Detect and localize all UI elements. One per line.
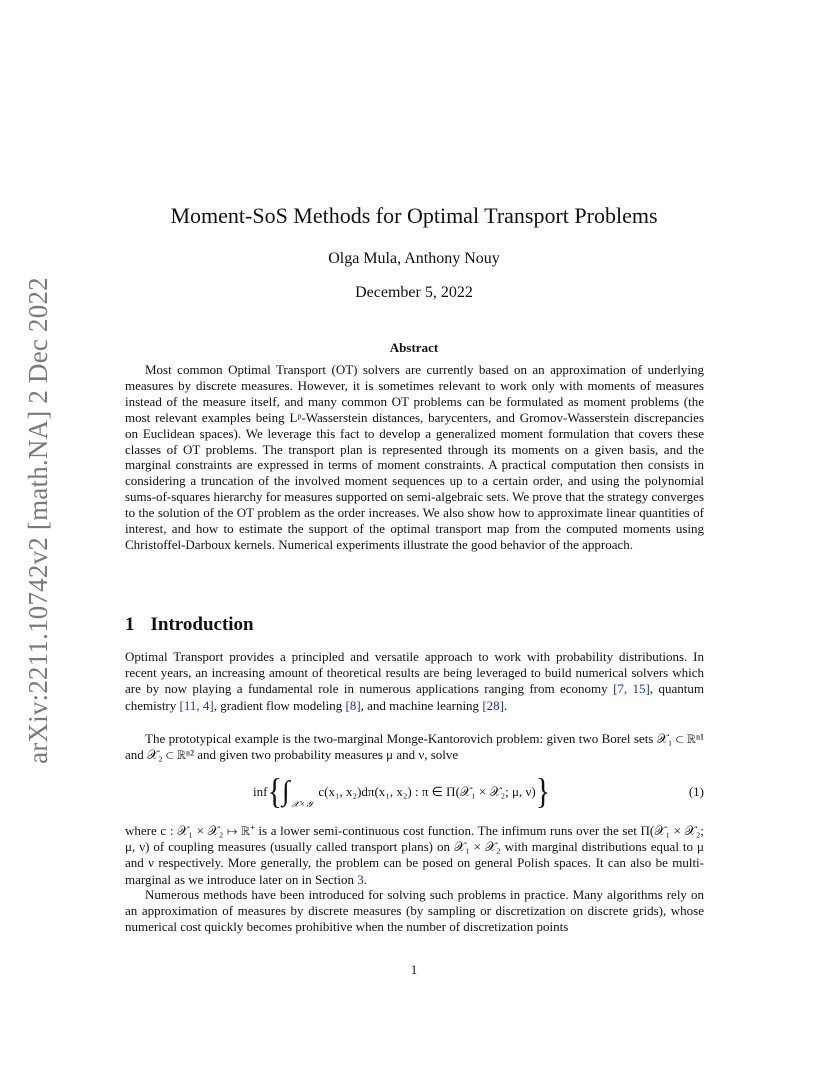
intro-paragraph-3: [125, 823, 704, 888]
citation-link[interactable]: [28]: [482, 697, 504, 713]
p1-text-b: , quantum chemistry: [125, 681, 704, 713]
page-number: 1: [410, 962, 418, 977]
citation-link[interactable]: [11, 4]: [179, 697, 214, 713]
section-number: 1: [125, 614, 135, 635]
p1-text-c: , gradient flow modeling: [213, 697, 346, 713]
equation-number: (1): [688, 784, 704, 799]
paper-title: Moment-SoS Methods for Optimal Transport Problems: [170, 203, 658, 228]
p1-text-d: , and machine learning: [360, 697, 483, 713]
integral-symbol: ∫: [281, 776, 290, 807]
intro-paragraph-1: [125, 649, 704, 714]
abstract-text: Most common Optimal Transport (OT) solvers are currently based on an approximation of underlying measures by discrete measures. However, it is sometimes relevant to work only with moments of measures instead of the measure itself, and many common OT problems can be formulated as moment problems (the most relevant examples being Lᵖ-Wasserstein distances, barycenters, and Gromov-Wasserstein discrepancies on Euclidean spaces). We leverage this fact to develop a generalized moment formulation that covers these classes of OT problems. The transport plan is represented through its moments on a given basis, and the marginal constraints are expressed in terms of moment constraints. A practical computation then consists in considering a truncation of the involved moment sequences up to a certain order, and using the polynomial sums-of-squares hierarchy for measures supported on semi-algebraic sets. We prove that the strategy converges to the solution of the OT problem as the order increases. We also show how to approximate linear quantities of interest, and how to estimate the support of the optimal transport map from the computed moments using Christoffel-Darboux kernels. Numerical experiments illustrate the good behavior of the approach.: [125, 362, 704, 552]
section-title: Introduction: [150, 614, 254, 635]
p3-text-a: where c : 𝒳₁ × 𝒳₂ ↦ ℝ⁺ is a lower semi-continuous cost function. The infimum runs over the set Π(𝒳₁ × 𝒳₂; μ, ν) of coupling measures (usually called transport plans) on 𝒳₁ × 𝒳₂ with marginal distributions equal to μ and ν respectively. More generally, the problem can be posed on general Polish spaces. It can also be multi-marginal as we introduce later on in Section: [125, 823, 704, 887]
equation-expression: c(x₁, x₂)dπ(x₁, x₂) : π ∈ Π(𝒳₁ × 𝒳₂; μ, ν): [318, 784, 536, 799]
equation-inf: inf: [253, 784, 268, 799]
citation-link[interactable]: [8]: [345, 697, 361, 713]
intro-paragraph-4: Numerous methods have been introduced for solving such problems in practice. Many algorithms rely on an approximation of measures by discrete measures (by sampling or discretization on discrete grids), whose numerical cost quickly becomes prohibitive when the number of discretization points: [125, 887, 704, 935]
p3-text-b: .: [363, 871, 367, 887]
p1-text-e: .: [503, 697, 508, 713]
section-reference-link[interactable]: 3: [357, 871, 364, 887]
citation-link[interactable]: [7, 15]: [613, 681, 650, 697]
integral-domain: 𝒳×𝒴: [291, 798, 313, 809]
equation-1: [125, 772, 704, 812]
paper-date: December 5, 2022: [355, 284, 473, 301]
equation-body: [253, 772, 550, 812]
section-heading: [125, 614, 254, 636]
abstract-heading: Abstract: [389, 340, 439, 355]
arxiv-stamp-text: arXiv:2211.10742v2 [math.NA] 2 Dec 2022: [22, 276, 53, 764]
paper-authors: Olga Mula, Anthony Nouy: [328, 250, 500, 267]
p1-text-a: Optimal Transport provides a principled and versatile approach to work with probability distributions. In recent years, an increasing amount of theoretical results are being leveraged to build numerical solvers which are by now playing a fundamental role in numerous applications ranging from economy: [125, 649, 704, 697]
equation-open-brace: {: [267, 771, 282, 812]
equation-close-brace: }: [535, 771, 551, 812]
intro-paragraph-2: The prototypical example is the two-marginal Monge-Kantorovich problem: given two Borel sets 𝒳₁ ⊂ ℝⁿ¹ and 𝒳₂ ⊂ ℝⁿ² and given two probability measures μ and ν, solve: [125, 731, 704, 763]
